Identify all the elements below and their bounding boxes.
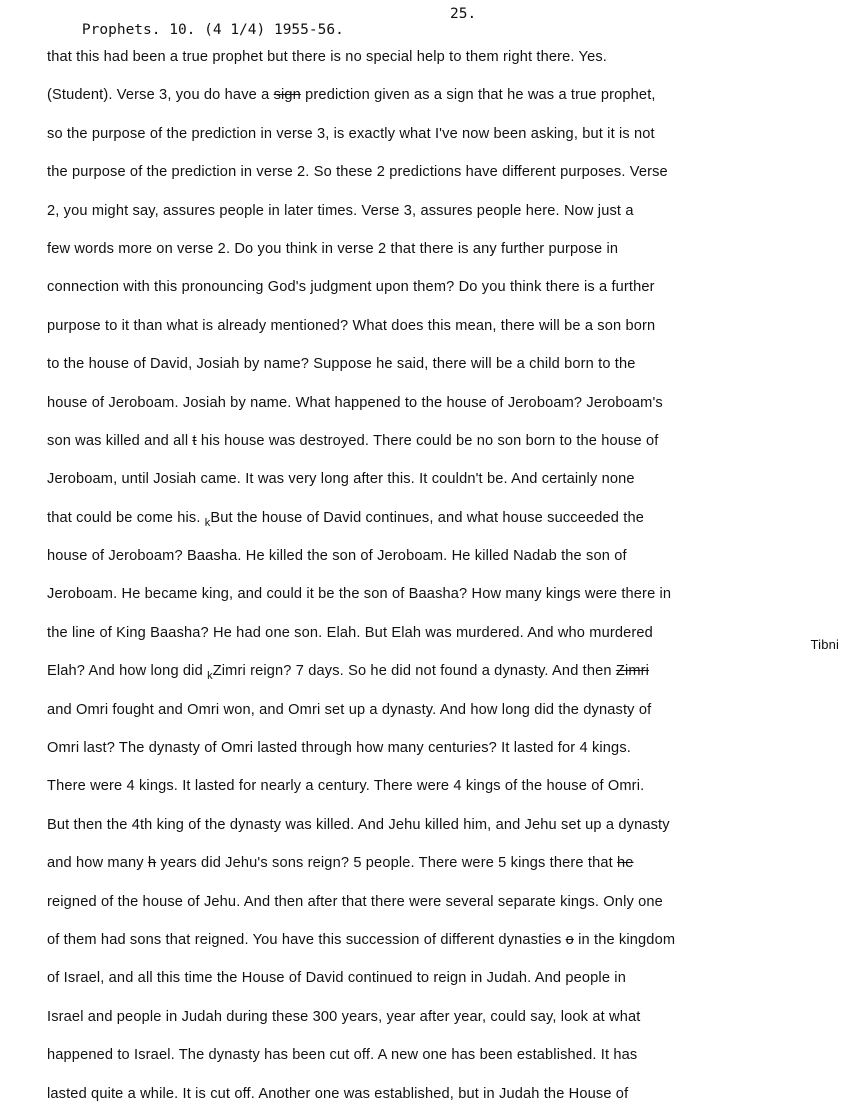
text-line: Elah? And how long did $_k$Zimri reign? 7 days. So he did not found a dynasty. And then Zimri Tibni [47,637,839,683]
text-line: Jeroboam, until Josiah came. It was very long after this. It couldn't be. And certainly none [47,471,635,488]
text-line: happened to Israel. The dynasty has been cut off. A new one has been established. It has [47,1047,638,1064]
text-line: that could be come his. $_k$But the house of David continues, and what house succeeded the [47,509,645,529]
document-body [47,38,847,1113]
struck-text: sign [273,87,301,104]
text-line: son was killed and all t his house was destroyed. There could be no son born to the house of [47,432,659,449]
text-line: Israel and people in Judah during these 300 years, year after year, could say, look at what [47,1008,641,1025]
text-line: to the house of David, Josiah by name? Suppose he said, there will be a child born to the [47,356,636,373]
text-line: house of Jeroboam? Baasha. He killed the son of Jeroboam. He killed Nadab the son of [47,548,627,565]
text-line: 2, you might say, assures people in later times. Verse 3, assures people here. Now just a [47,202,634,219]
text-line: connection with this pronouncing God's judgment upon them? Do you think there is a further [47,279,655,296]
text-line: reigned of the house of Jehu. And then after that there were several separate kings. Only one [47,893,663,910]
struck-text: he [617,855,634,872]
text-line: few words more on verse 2. Do you think in verse 2 that there is any further purpose in [47,240,619,257]
text-line: house of Jeroboam. Josiah by name. What happened to the house of Jeroboam? Jeroboam's [47,394,663,411]
handwritten-mark: k [204,516,211,529]
struck-text: h [147,855,157,872]
text-line: so the purpose of the prediction in verse 3, is exactly what I've now been asking, but it is not [47,125,655,142]
text-line: and how many h years did Jehu's sons reign? 5 people. There were 5 kings there that he [47,855,634,872]
struck-text: Zimri [615,663,650,680]
text-line: of Israel, and all this time the House of David continued to reign in Judah. And people in [47,970,626,987]
text-line: There were 4 kings. It lasted for nearly a century. There were 4 kings of the house of Omri. [47,778,645,795]
text-line: (Student). Verse 3, you do have a sign prediction given as a sign that he was a true prophet, [47,87,656,104]
text-line: of them had sons that reigned. You have this succession of different dynasties o in the kingdom [47,931,676,948]
text-line: the purpose of the prediction in verse 2. So these 2 predictions have different purposes. Verse [47,164,668,181]
text-line: the line of King Baasha? He had one son. Elah. But Elah was murdered. And who murdered [47,624,653,641]
text-line: and Omri fought and Omri won, and Omri set up a dynasty. And how long did the dynasty of [47,701,652,718]
text-line: that this had been a true prophet but there is no special help to them right there. Yes. [47,49,608,65]
text-line: But then the 4th king of the dynasty was killed. And Jehu killed him, and Jehu set up a dynasty [47,816,670,833]
handwritten-mark: k [207,670,213,683]
text-line: Omri last? The dynasty of Omri lasted through how many centuries? It lasted for 4 kings. [47,740,631,757]
header-title: Prophets. 10. (4 1/4) 1955-56. [81,22,344,38]
text-line: purpose to it than what is already mentioned? What does this mean, there will be a son born [47,317,656,334]
inserted-correction: Tibni [810,637,839,653]
struck-text: o [565,931,574,948]
text-line: lasted quite a while. It is cut off. Another one was established, but in Judah the House of [47,1085,629,1102]
page-number: 25. [450,6,477,22]
struck-text: t [192,432,197,449]
text-line: Jeroboam. He became king, and could it be the son of Baasha? How many kings were there in [47,586,672,603]
